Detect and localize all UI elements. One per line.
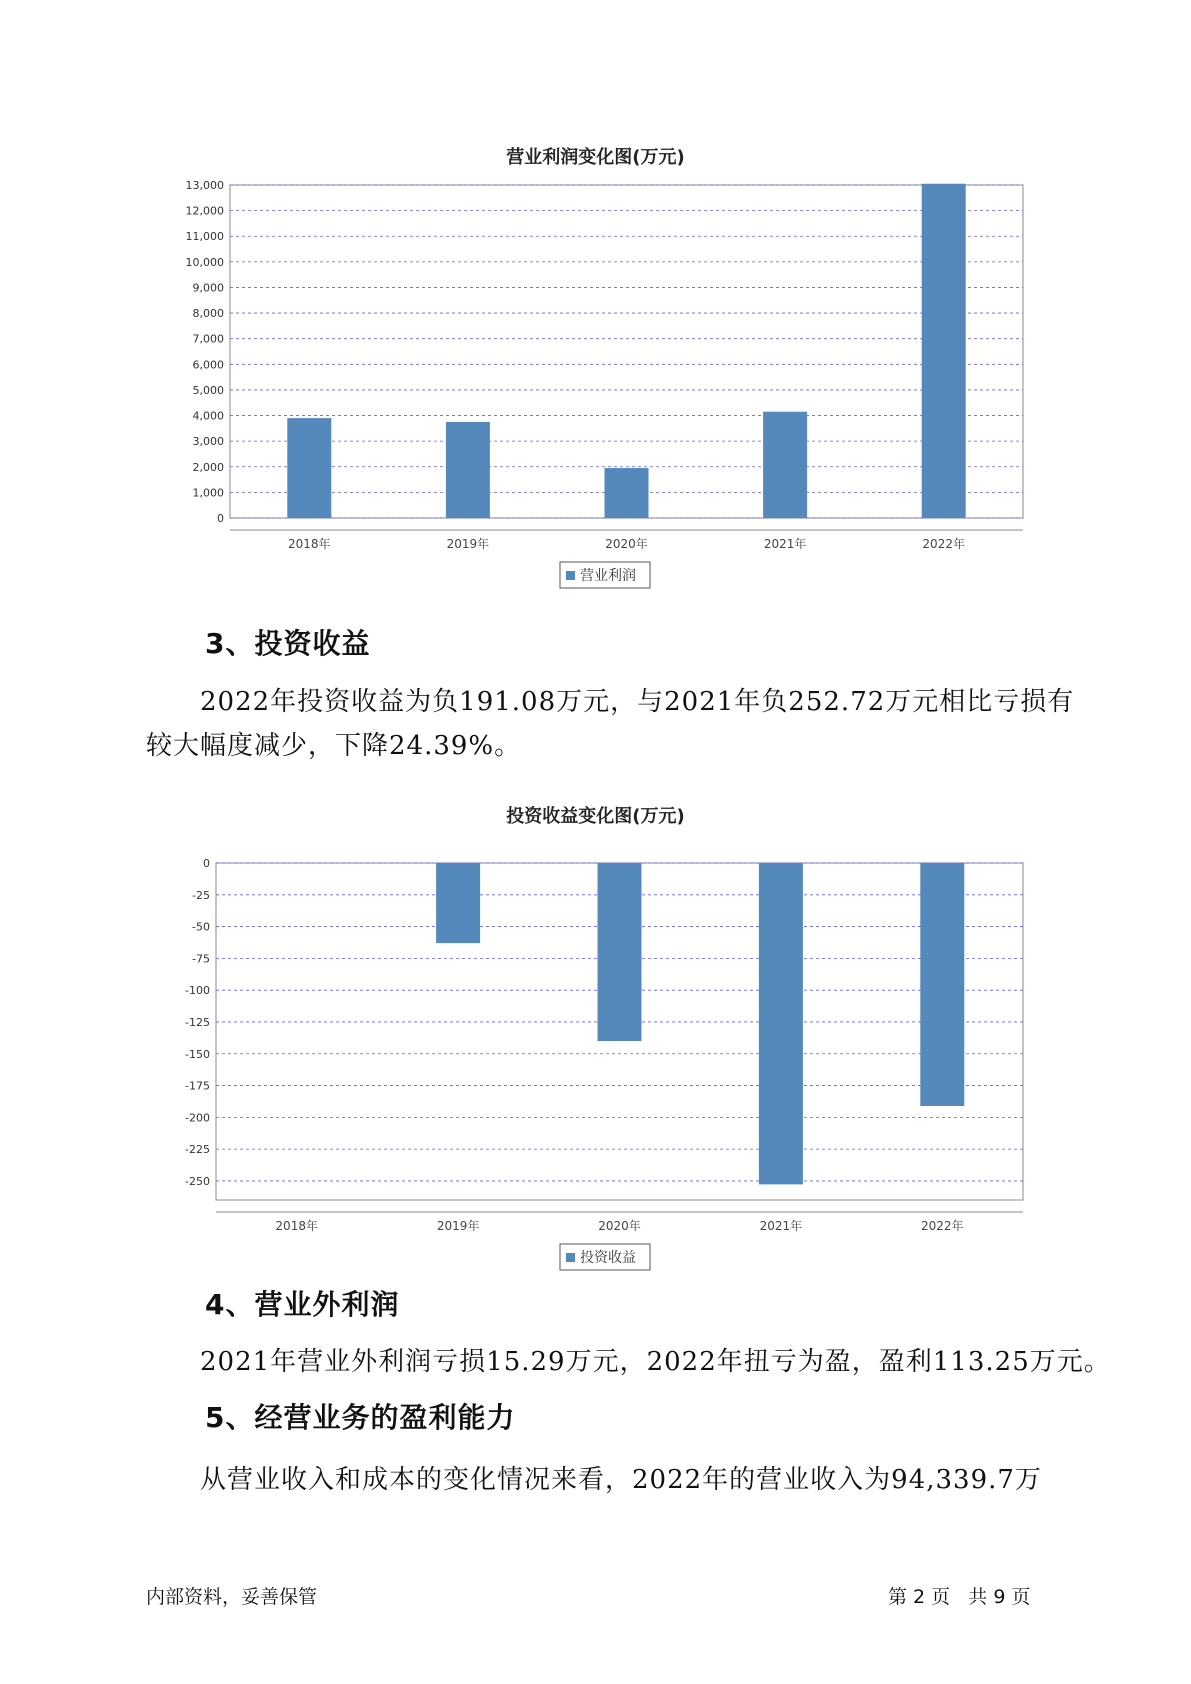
x-tick-label: 2018年 (288, 537, 331, 551)
bar-2020年 (598, 863, 642, 1041)
x-tick-label: 2021年 (759, 1219, 803, 1233)
bar-2022年 (920, 863, 964, 1106)
y-tick-label: -175 (185, 1079, 210, 1093)
bar-2021年 (759, 863, 803, 1184)
y-tick-label: 10,000 (185, 255, 224, 269)
y-tick-label: -225 (185, 1143, 210, 1157)
section-5-paragraph: 从营业收入和成本的变化情况来看，2022年的营业收入为94,339.7万 (200, 1465, 1042, 1495)
y-tick-label: 2,000 (192, 460, 224, 474)
bar-2020年 (605, 468, 649, 518)
x-tick-label: 2022年 (921, 1219, 964, 1233)
y-tick-label: -150 (185, 1047, 210, 1061)
legend-label: 营业利润 (580, 568, 636, 584)
chart2-title: 投资收益变化图(万元) (506, 806, 685, 827)
section-3-paragraph-line2: 较大幅度减少，下降24.39%。 (146, 731, 522, 761)
bar-2022年 (922, 184, 966, 518)
footer-page-number: 第 2 页 共 9 页 (888, 1586, 1031, 1608)
y-tick-label: -200 (185, 1111, 210, 1125)
y-tick-label: 13,000 (185, 179, 224, 192)
y-tick-label: -75 (192, 952, 210, 966)
bar-2021年 (763, 412, 807, 518)
y-tick-label: 7,000 (192, 332, 224, 346)
bar-2018年 (287, 418, 331, 518)
operating-profit-chart (0, 170, 1191, 584)
y-tick-label: 9,000 (192, 281, 224, 295)
y-tick-label: 4,000 (192, 409, 224, 423)
bar-2019年 (446, 422, 490, 518)
y-tick-label: 6,000 (192, 358, 224, 372)
y-tick-label: -125 (185, 1015, 210, 1029)
x-tick-label: 2018年 (275, 1219, 318, 1233)
chart1-title: 营业利润变化图(万元) (506, 147, 685, 168)
legend-label: 投资收益 (580, 1250, 636, 1266)
x-tick-label: 2019年 (446, 537, 490, 551)
section-5-heading: 5、经营业务的盈利能力 (205, 1401, 516, 1434)
y-tick-label: 11,000 (185, 230, 224, 244)
y-tick-label: 0 (203, 857, 210, 870)
y-tick-label: -250 (185, 1174, 210, 1188)
legend-swatch (566, 1253, 575, 1262)
y-tick-label: -100 (185, 984, 210, 998)
x-tick-label: 2019年 (436, 1219, 480, 1233)
section-4-heading: 4、营业外利润 (205, 1288, 400, 1321)
legend-swatch (566, 571, 575, 580)
y-tick-label: 3,000 (192, 435, 224, 449)
section-3-heading: 3、投资收益 (205, 627, 371, 660)
investment-income-chart (0, 830, 1191, 1266)
y-tick-label: 0 (217, 512, 224, 525)
y-tick-label: 1,000 (192, 486, 224, 500)
y-tick-label: -25 (192, 888, 210, 902)
x-tick-label: 2020年 (605, 537, 648, 551)
x-tick-label: 2020年 (598, 1219, 641, 1233)
section-4-paragraph: 2021年营业外利润亏损15.29万元，2022年扭亏为盈，盈利113.25万元。 (200, 1347, 1111, 1377)
bar-2019年 (436, 863, 480, 943)
x-tick-label: 2021年 (763, 537, 807, 551)
section-3-paragraph-line1: 2022年投资收益为负191.08万元，与2021年负252.72万元相比亏损有 (200, 687, 1075, 717)
footer-confidential-note: 内部资料，妥善保管 (146, 1586, 318, 1608)
x-tick-label: 2022年 (922, 537, 965, 551)
y-tick-label: 12,000 (185, 204, 224, 218)
y-tick-label: 8,000 (192, 307, 224, 321)
y-tick-label: 5,000 (192, 383, 224, 397)
y-tick-label: -50 (192, 920, 210, 934)
